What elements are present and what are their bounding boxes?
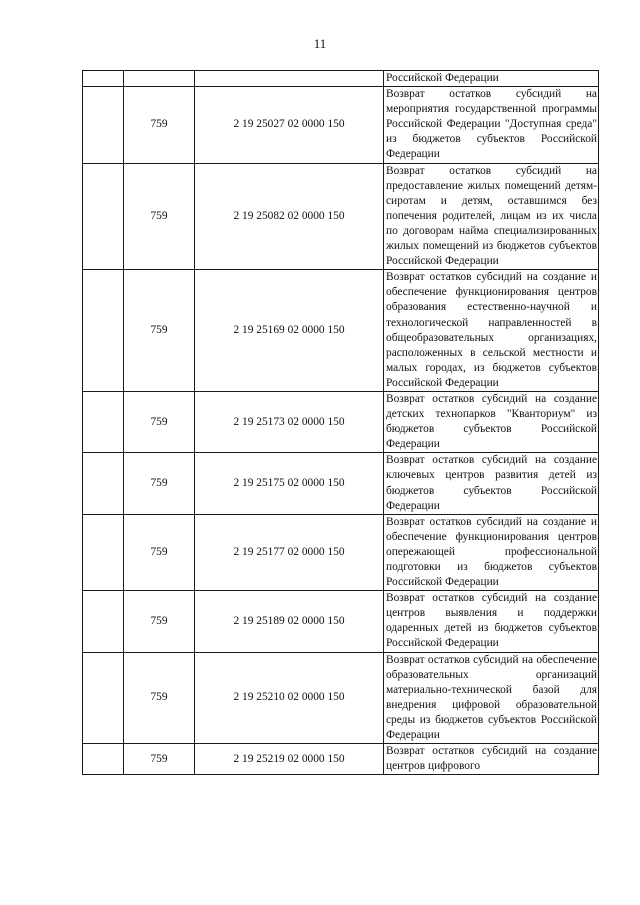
table-row bbox=[83, 87, 599, 163]
description-cell: Возврат остатков субсидий на создание и обеспечение функционирования центров опережающей профессиональной подготовки из бюджетов субъектов Российской Федерации bbox=[384, 514, 599, 590]
budget-code-cell: 2 19 25173 02 0000 150 bbox=[195, 391, 384, 452]
description-cell: Возврат остатков субсидий на создание центров цифрового bbox=[384, 744, 599, 775]
row-number-cell bbox=[83, 453, 124, 514]
row-number-cell bbox=[83, 163, 124, 270]
table-row bbox=[83, 652, 599, 744]
description-cell: Возврат остатков субсидий на создание детских технопарков "Кванториум" из бюджетов субъектов Российской Федерации bbox=[384, 391, 599, 452]
table-row bbox=[83, 270, 599, 392]
table-row bbox=[83, 163, 599, 270]
administrator-code-cell bbox=[124, 71, 195, 87]
budget-code-cell: 2 19 25175 02 0000 150 bbox=[195, 453, 384, 514]
table-row bbox=[83, 514, 599, 590]
budget-code-cell: 2 19 25219 02 0000 150 bbox=[195, 744, 384, 775]
row-number-cell bbox=[83, 652, 124, 744]
table-row bbox=[83, 744, 599, 775]
administrator-code-cell: 759 bbox=[124, 744, 195, 775]
table-row bbox=[83, 591, 599, 652]
description-cell: Возврат остатков субсидий на обеспечение образовательных организаций материально-технической базой для внедрения цифровой образовательной среды из бюджетов субъектов Российской Федерации bbox=[384, 652, 599, 744]
description-cell: Российской Федерации bbox=[384, 71, 599, 87]
table-row bbox=[83, 453, 599, 514]
administrator-code-cell: 759 bbox=[124, 391, 195, 452]
budget-classification-table bbox=[82, 70, 599, 775]
description-cell: Возврат остатков субсидий на создание центров выявления и поддержки одаренных детей из бюджетов субъектов Российской Федерации bbox=[384, 591, 599, 652]
budget-code-cell: 2 19 25082 02 0000 150 bbox=[195, 163, 384, 270]
description-cell: Возврат остатков субсидий на мероприятия государственной программы Российской Федерации "Доступная среда" из бюджетов субъектов Российской Федерации bbox=[384, 87, 599, 163]
administrator-code-cell: 759 bbox=[124, 270, 195, 392]
budget-code-cell bbox=[195, 71, 384, 87]
row-number-cell bbox=[83, 591, 124, 652]
administrator-code-cell: 759 bbox=[124, 514, 195, 590]
row-number-cell bbox=[83, 744, 124, 775]
row-number-cell bbox=[83, 87, 124, 163]
budget-code-cell: 2 19 25027 02 0000 150 bbox=[195, 87, 384, 163]
table-row bbox=[83, 391, 599, 452]
administrator-code-cell: 759 bbox=[124, 591, 195, 652]
description-cell: Возврат остатков субсидий на создание и обеспечение функционирования центров образования естественно-научной и технологической направленностей в общеобразовательных организациях, расположенных в сельской местности и малых городах, из бюджетов субъектов Российской Федерации bbox=[384, 270, 599, 392]
budget-code-cell: 2 19 25210 02 0000 150 bbox=[195, 652, 384, 744]
page-number: 11 bbox=[313, 36, 327, 51]
administrator-code-cell: 759 bbox=[124, 652, 195, 744]
table-row bbox=[83, 71, 599, 87]
row-number-cell bbox=[83, 270, 124, 392]
row-number-cell bbox=[83, 391, 124, 452]
description-cell: Возврат остатков субсидий на предоставление жилых помещений детям-сиротам и детям, оставшимся без попечения родителей, лицам из их числа по договорам найма специализированных жилых помещений из бюджетов субъектов Российской Федерации bbox=[384, 163, 599, 270]
administrator-code-cell: 759 bbox=[124, 453, 195, 514]
budget-code-cell: 2 19 25169 02 0000 150 bbox=[195, 270, 384, 392]
administrator-code-cell: 759 bbox=[124, 87, 195, 163]
row-number-cell bbox=[83, 71, 124, 87]
budget-code-cell: 2 19 25177 02 0000 150 bbox=[195, 514, 384, 590]
administrator-code-cell: 759 bbox=[124, 163, 195, 270]
budget-code-cell: 2 19 25189 02 0000 150 bbox=[195, 591, 384, 652]
description-cell: Возврат остатков субсидий на создание ключевых центров развития детей из бюджетов субъектов Российской Федерации bbox=[384, 453, 599, 514]
row-number-cell bbox=[83, 514, 124, 590]
